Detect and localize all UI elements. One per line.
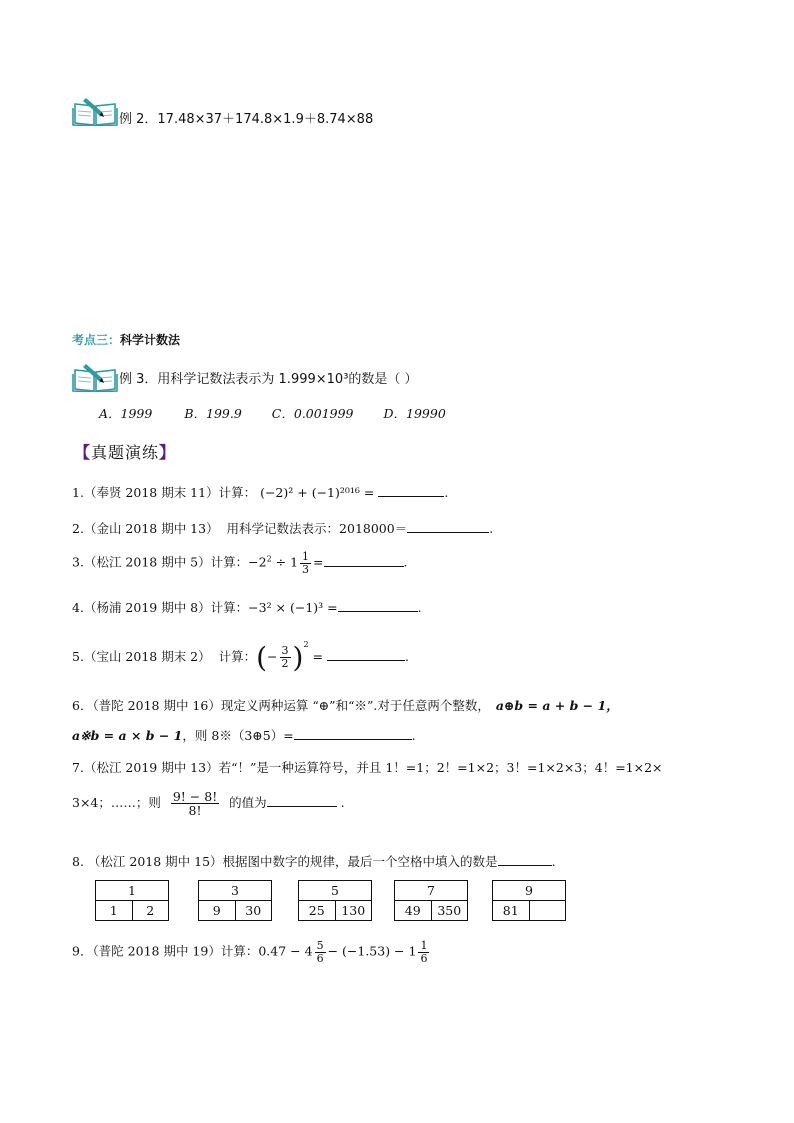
question-number: 8.: [72, 854, 84, 869]
question-number: 9．: [72, 943, 93, 959]
question-expression: (−2)² + (−1)²⁰¹⁶ =: [260, 485, 375, 500]
empty-answer-cell[interactable]: [529, 901, 566, 920]
example-2-expression: 17.48×37＋174.8×1.9＋8.74×88: [157, 112, 374, 127]
question-prompt: 计算：: [218, 485, 257, 500]
fraction: $\frac{3}{2}$: [281, 644, 289, 670]
question-number: 4.: [72, 600, 84, 615]
question-number: 1.: [72, 485, 84, 500]
bracket-left: 【: [74, 443, 92, 462]
question-source: （宝山 2018 期末 2）: [83, 649, 211, 664]
question-number: 7.: [72, 760, 84, 775]
question-number: 2.: [72, 521, 84, 536]
banner-title: 真题演练: [91, 443, 160, 462]
number-box: 1 1 2: [95, 880, 169, 921]
question-1: 1.（奉贤 2018 期末 11）计算： (−2)² + (−1)²⁰¹⁶ = .: [72, 485, 449, 500]
question-6-line-1: 6．（普陀 2018 期中 16）现定义两种运算 “⊕”和“※”.对于任意两个整数， a⊕b = a + b − 1，: [72, 698, 619, 713]
question-5: 5.（宝山 2018 期末 2） 计算：(− $\frac{3}{2}$ )$^2$ = .: [72, 640, 409, 674]
number-box: 5 25 130: [298, 880, 372, 921]
number-box: 7 49 350: [394, 880, 468, 921]
question-expression: −3² × (−1)³ =: [248, 600, 338, 615]
question-source: （松江 2018 期中 5）: [83, 554, 211, 570]
question-8: 8. （松江 2018 期中 15）根据图中数字的规律，最后一个空格中填入的数是 .: [72, 854, 556, 869]
question-9: 9．（普陀 2018 期中 19）计算：0.47 − 4 $\frac{5}{6}$ − (−1.53) − 1 $\frac{1}{6}$: [72, 939, 428, 965]
number-box: 3 9 30: [198, 880, 272, 921]
fraction: $\frac{1}{6}$: [420, 939, 428, 965]
practice-banner: [74, 440, 176, 463]
answer-blank[interactable]: [324, 554, 404, 567]
example-2-label: 例 2．: [119, 112, 158, 127]
question-expression: 2018000＝: [339, 521, 408, 536]
answer-blank[interactable]: [338, 599, 418, 612]
question-number: 6．: [72, 698, 93, 713]
question-3: 3.（松江 2018 期中 5）计算：$-2^2 \div 1$ $\frac{1}{3}$ = .: [72, 550, 408, 576]
fraction: $\frac{1}{3}$: [302, 550, 310, 576]
question-source: （普陀 2018 期中 19）: [92, 943, 221, 959]
question-prompt: 用科学记数法表示：: [226, 521, 340, 536]
example-3-text: 用科学记数法表示为 1.999×10³的数是（ ）: [157, 372, 418, 387]
section-3-prefix: 考点三：: [72, 333, 121, 347]
question-7-line-2: 3×4；……；则 $\frac{9! - 8!}{8!}$ 的值为 .: [72, 789, 345, 819]
example-3-options: [99, 404, 446, 422]
question-7-line-1: 7.（松江 2019 期中 13）若“！”是一种运算符号，并且 1！=1；2！=1×2；3！=1×2×3；4！=1×2×: [72, 760, 663, 775]
question-prompt: 计算：: [220, 943, 259, 959]
answer-blank[interactable]: [327, 648, 405, 661]
fraction: $\frac{9! - 8!}{8!}$: [172, 789, 218, 819]
option-d: D．19990: [383, 406, 446, 421]
fraction: $\frac{5}{6}$: [316, 939, 324, 965]
answer-blank[interactable]: [378, 484, 444, 497]
question-number: 5.: [72, 649, 84, 664]
answer-blank[interactable]: [498, 853, 552, 866]
question-source: （杨浦 2019 期中 8）: [83, 600, 211, 615]
question-number: 3.: [72, 554, 84, 570]
question-6-line-2: a※b = a × b − 1，则 8※（3⊕5）= .: [72, 728, 416, 743]
option-c: C．0.001999: [271, 406, 354, 421]
question-2: 2.（金山 2018 期中 13） 用科学记数法表示：2018000＝ .: [72, 521, 494, 536]
question-source: （奉贤 2018 期末 11）: [83, 485, 219, 500]
question-4: 4.（杨浦 2019 期中 8）计算：−3² × (−1)³ = .: [72, 600, 422, 615]
book-pen-icon: [72, 362, 118, 392]
option-b: B．199.9: [184, 406, 242, 421]
answer-blank[interactable]: [267, 794, 337, 807]
question-prompt: 计算：: [210, 600, 249, 615]
question-prompt: 计算：: [210, 554, 249, 570]
section-3-title: 科学计数法: [120, 333, 181, 347]
bracket-right: 】: [159, 443, 177, 462]
option-a: A．1999: [99, 406, 153, 421]
example-3-label: 例 3．: [119, 372, 158, 387]
answer-blank[interactable]: [294, 727, 412, 740]
answer-blank[interactable]: [407, 520, 489, 533]
book-pen-icon: [72, 96, 118, 126]
question-source: （金山 2018 期中 13）: [83, 521, 219, 536]
number-box-last: 9 81: [492, 880, 566, 921]
question-prompt: 计算：: [218, 649, 257, 664]
section-3-heading: [72, 331, 180, 348]
